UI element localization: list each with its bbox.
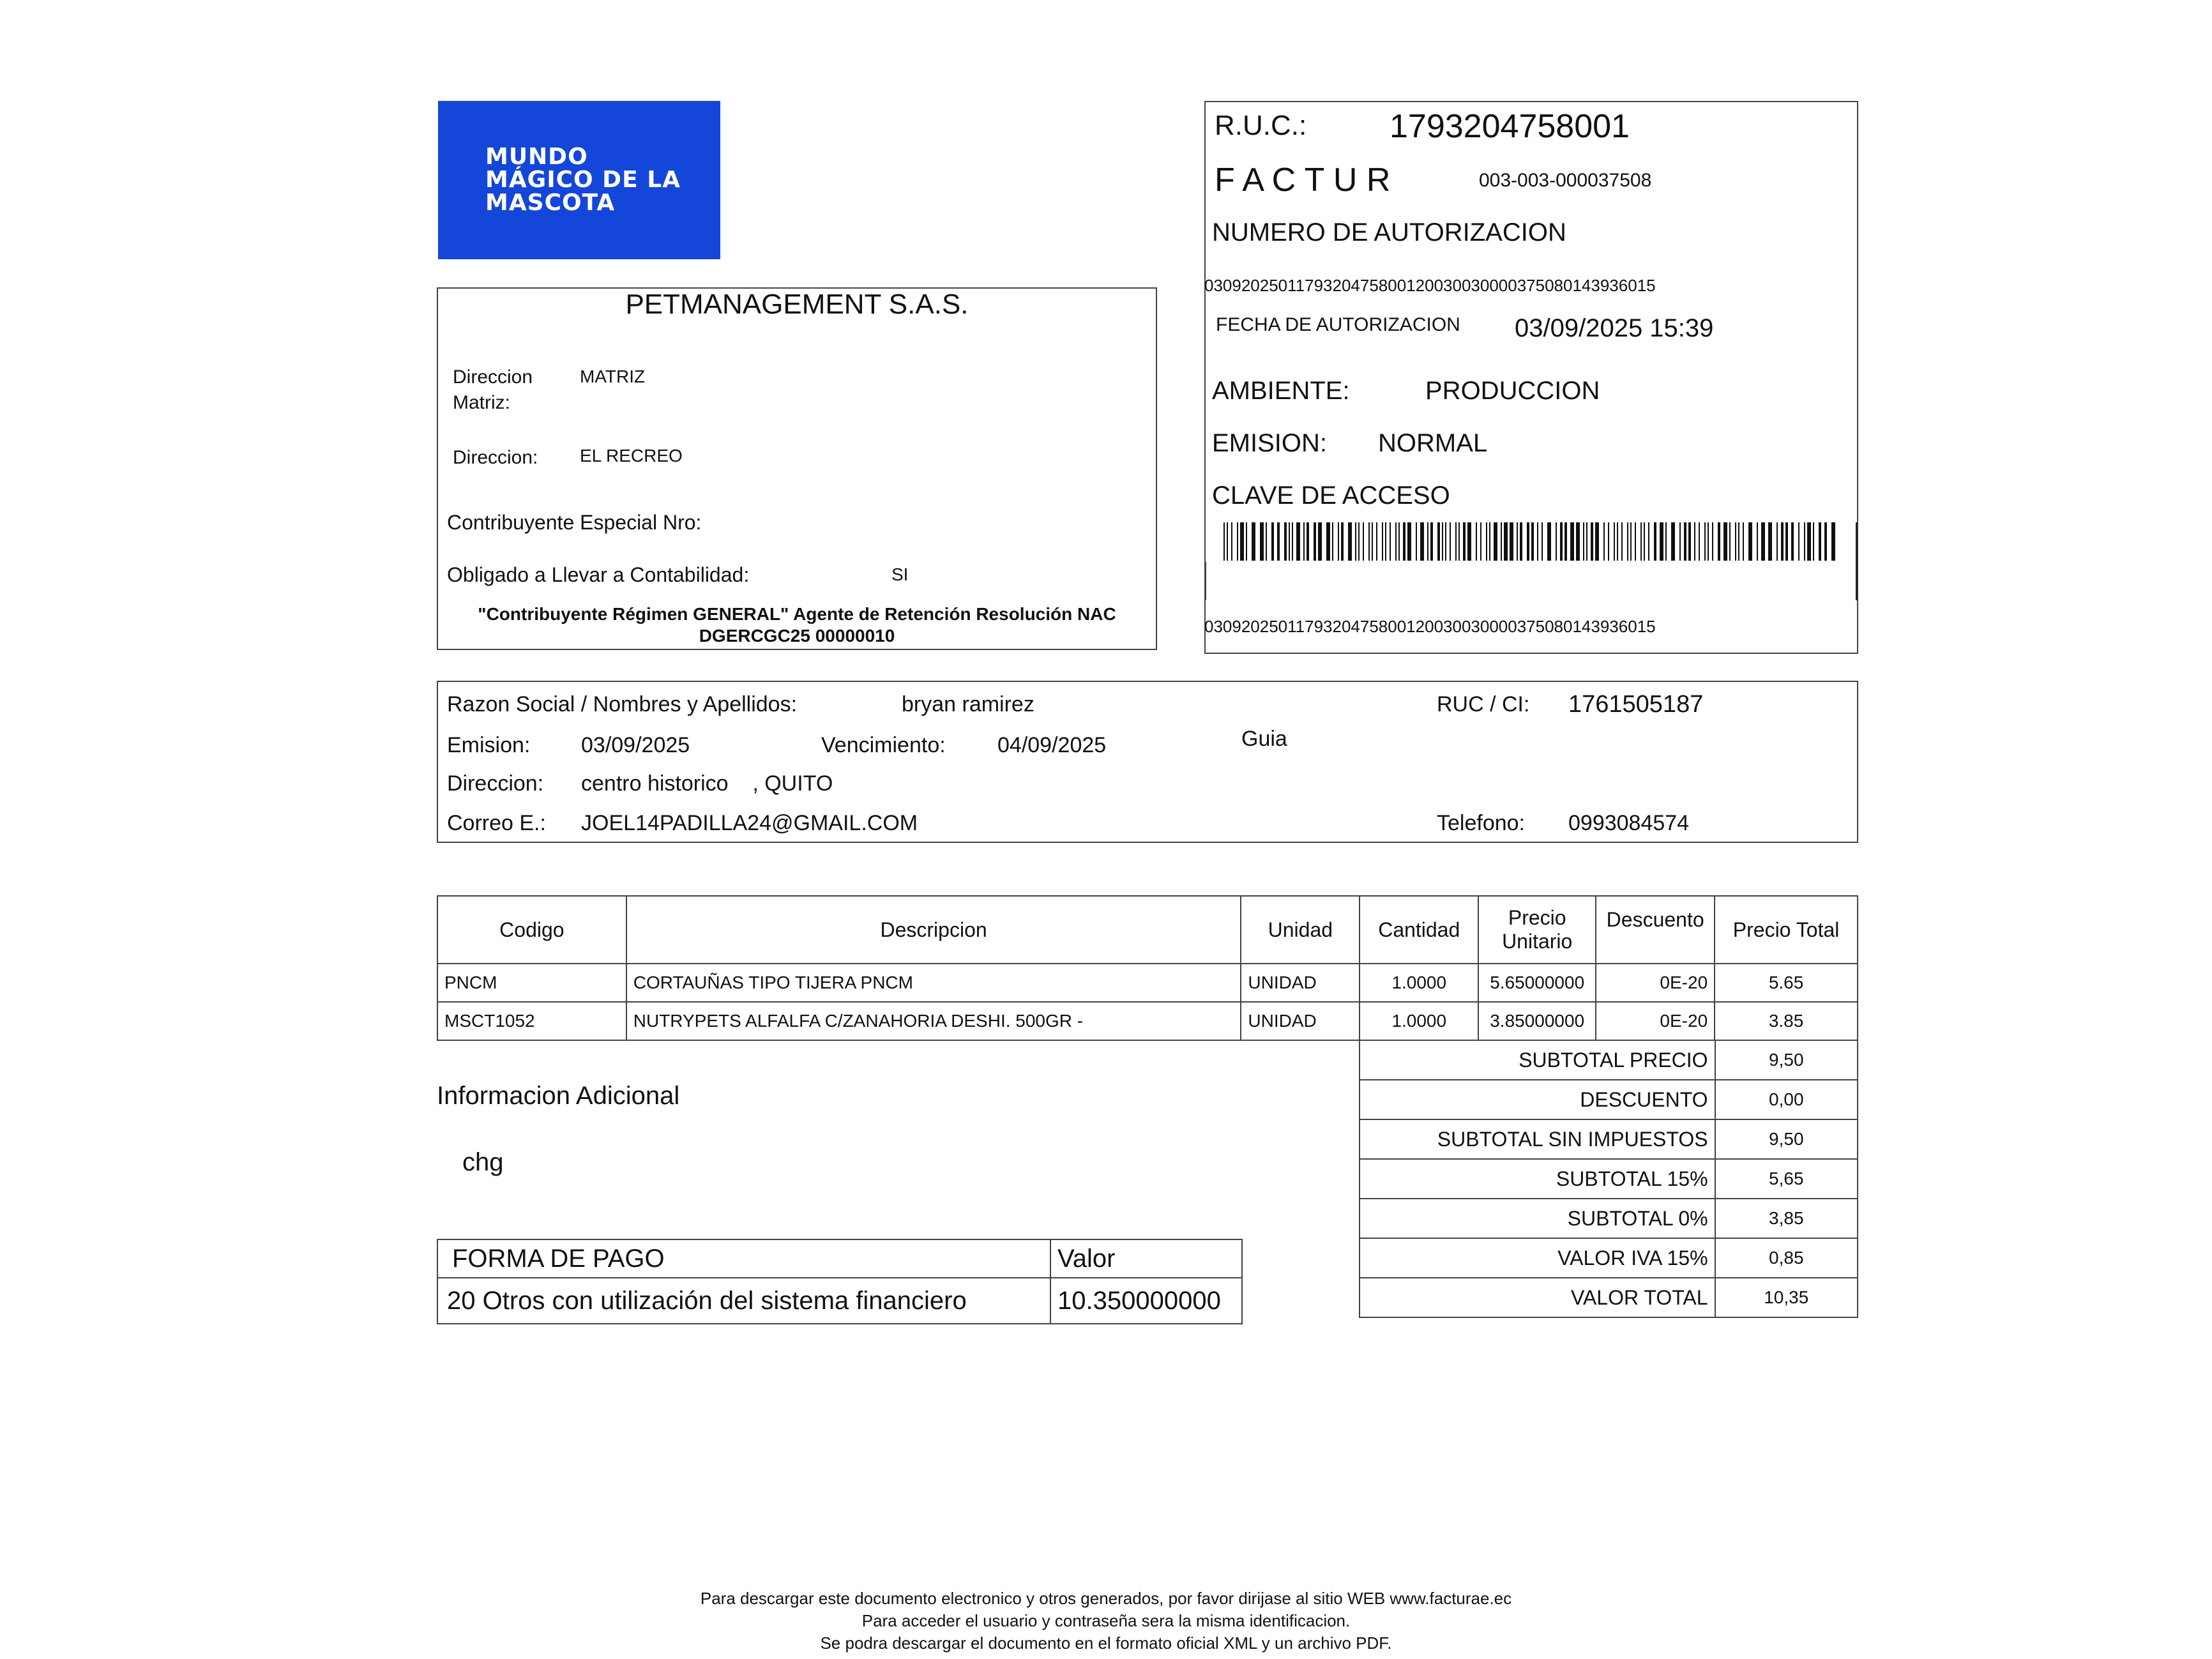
payment-table	[437, 1239, 1243, 1324]
item-description: NUTRYPETS ALFALFA C/ZANAHORIA DESHI. 500GR -	[626, 1002, 1241, 1040]
totals-value: 3,85	[1715, 1199, 1858, 1238]
barcode-bar	[1376, 522, 1377, 561]
barcode-bar	[1289, 522, 1290, 561]
emission-date-value: 03/09/2025	[581, 733, 690, 757]
item-unit-price: 5.65000000	[1478, 964, 1596, 1002]
client-phone-value: 0993084574	[1568, 811, 1690, 835]
barcode-bar	[1227, 522, 1228, 561]
barcode-bar	[1798, 522, 1799, 561]
due-date-label: Vencimiento:	[821, 733, 946, 757]
barcode-bar	[1591, 522, 1593, 561]
barcode-bar	[1761, 522, 1765, 561]
barcode-bar	[1723, 522, 1727, 561]
barcode-bar	[1390, 522, 1391, 561]
barcode-bar	[1246, 522, 1247, 561]
item-discount: 0E-20	[1596, 964, 1715, 1002]
barcode-bar	[1467, 522, 1471, 561]
emission-type-label: EMISION:	[1212, 429, 1328, 457]
barcode-bar	[1363, 522, 1364, 561]
barcode-bar	[1348, 522, 1352, 561]
barcode-bar	[1831, 522, 1835, 561]
barcode-bar	[1531, 522, 1534, 561]
item-quantity: 1.0000	[1360, 1002, 1478, 1040]
barcode-bar	[1704, 522, 1706, 561]
barcode-bar	[1303, 522, 1305, 561]
totals-label: DESCUENTO	[1360, 1080, 1715, 1119]
item-quantity: 1.0000	[1360, 964, 1478, 1002]
barcode-bar	[1630, 522, 1632, 561]
barcode-bar	[1458, 522, 1460, 561]
totals-value: 9,50	[1715, 1040, 1858, 1080]
environment-label: AMBIENTE:	[1212, 377, 1350, 405]
header-quantity: Cantidad	[1360, 896, 1478, 964]
barcode-bar	[1791, 522, 1794, 561]
barcode-bar	[1627, 522, 1628, 561]
issuer-name: PETMANAGEMENT S.A.S.	[625, 289, 969, 320]
barcode-bar	[1403, 522, 1405, 561]
barcode-bar	[1455, 522, 1457, 561]
barcode-bar	[1510, 522, 1513, 561]
totals-label: VALOR IVA 15%	[1360, 1238, 1715, 1278]
barcode-bar	[1608, 522, 1609, 561]
barcode-bar	[1486, 522, 1487, 561]
item-discount: 0E-20	[1596, 1002, 1715, 1040]
authorization-date-value: 03/09/2025 15:39	[1515, 314, 1714, 342]
barcode-bar	[1372, 522, 1373, 561]
barcode-bar	[1504, 522, 1508, 561]
barcode-bar	[1648, 522, 1649, 561]
barcode-bar	[1542, 522, 1543, 561]
authorization-label: NUMERO DE AUTORIZACION	[1212, 218, 1566, 246]
barcode-bar	[1640, 522, 1642, 561]
barcode-bar	[1768, 522, 1772, 561]
barcode-bar	[1537, 522, 1538, 561]
document-number: 003-003-000037508	[1479, 170, 1652, 191]
barcode-bar	[1368, 522, 1370, 561]
branch-address-value: EL RECREO	[580, 446, 683, 466]
additional-info-title: Informacion Adicional	[437, 1082, 680, 1110]
totals-row	[1360, 1119, 1858, 1159]
barcode-bar	[1824, 522, 1827, 561]
footer-line-2: Para acceder el usuario y contraseña sera la misma identificacion.	[861, 1611, 1351, 1630]
barcode-bar	[1358, 522, 1360, 561]
client-ruc-value: 1761505187	[1568, 691, 1704, 718]
regime-line-2: DGERCGC25 00000010	[699, 626, 895, 646]
client-ruc-label: RUC / CI:	[1437, 692, 1530, 716]
barcode-bar	[1583, 522, 1584, 561]
barcode-bar	[1355, 522, 1356, 561]
barcode-bar	[1427, 522, 1428, 561]
matrix-address-label: Direccion	[453, 367, 533, 388]
barcode-bar	[1781, 522, 1784, 561]
payment-header-row	[437, 1239, 1242, 1278]
barcode-bar	[1420, 522, 1424, 561]
barcode-bar	[1718, 522, 1720, 561]
barcode-bar	[1527, 522, 1529, 561]
barcode-bar	[1296, 522, 1300, 561]
footer-line-3: Se podra descargar el documento en el formato oficial XML y un archivo PDF.	[820, 1633, 1392, 1653]
barcode-bar	[1654, 522, 1656, 561]
barcode-bar	[1307, 522, 1309, 561]
barcode-bar	[1614, 522, 1615, 561]
barcode-bar	[1595, 522, 1599, 561]
barcode-bar	[1804, 522, 1805, 561]
matrix-address-label-2: Matriz:	[453, 392, 510, 413]
barcode-bar	[1240, 522, 1244, 561]
ruc-label: R.U.C.:	[1215, 110, 1307, 141]
barcode-bar	[1318, 522, 1322, 561]
emission-date-label: Emision:	[447, 733, 531, 757]
authorization-number: 0309202501179320475800120030030000375080143936015	[1204, 276, 1656, 295]
barcode-bar	[1489, 522, 1490, 561]
totals-label: SUBTOTAL SIN IMPUESTOS	[1360, 1119, 1715, 1159]
totals-row	[1360, 1080, 1858, 1119]
totals-label: SUBTOTAL 15%	[1360, 1159, 1715, 1199]
item-unit: UNIDAD	[1241, 1002, 1360, 1040]
accounting-value: SI	[891, 564, 909, 584]
items-table	[437, 895, 1858, 1041]
barcode-bar	[1694, 522, 1695, 561]
client-email-value: JOEL14PADILLA24@GMAIL.COM	[581, 811, 918, 835]
header-unit-price-line-2: Unitario	[1502, 930, 1573, 953]
item-code: MSCT1052	[437, 1002, 626, 1040]
totals-value: 0,85	[1715, 1238, 1858, 1278]
barcode-bar	[1332, 522, 1333, 561]
environment-value: PRODUCCION	[1425, 377, 1600, 405]
barcode-bar	[1807, 522, 1811, 561]
barcode-bar	[1326, 522, 1330, 561]
item-unit-price: 3.85000000	[1478, 1002, 1596, 1040]
totals-label: SUBTOTAL PRECIO	[1360, 1040, 1715, 1080]
barcode-bar	[1231, 522, 1232, 561]
barcode-bar	[1757, 522, 1758, 561]
item-total: 3.85	[1715, 1002, 1858, 1040]
access-key-label: CLAVE DE ACCESO	[1212, 481, 1450, 510]
footer-note	[0, 1587, 2212, 1655]
logo-text	[485, 146, 681, 215]
client-email-label: Correo E.:	[447, 811, 546, 835]
barcode-bar	[1679, 522, 1681, 561]
branch-address-label: Direccion:	[453, 447, 538, 468]
totals-row	[1360, 1278, 1858, 1317]
barcode-bar	[1671, 522, 1675, 561]
payment-method: 20 Otros con utilización del sistema financiero	[437, 1278, 1050, 1324]
barcode-bar	[1292, 522, 1293, 561]
totals-label: SUBTOTAL 0%	[1360, 1199, 1715, 1238]
special-taxpayer-label: Contribuyente Especial Nro:	[447, 511, 702, 534]
payment-value: 10.350000000	[1050, 1278, 1242, 1324]
barcode-bar	[1776, 522, 1778, 561]
header-description: Descripcion	[626, 896, 1241, 964]
matrix-address-value: MATRIZ	[580, 367, 646, 386]
barcode-bar	[1665, 522, 1667, 561]
barcode-bar	[1748, 522, 1752, 561]
barcode-bar	[1819, 522, 1821, 561]
barcode-bar	[1494, 522, 1497, 561]
barcode-bar	[1517, 522, 1518, 561]
item-description: CORTAUÑAS TIPO TIJERA PNCM	[626, 964, 1241, 1002]
barcode-bar	[1284, 522, 1287, 561]
barcode-left-edge	[1205, 562, 1206, 600]
barcode-bar	[1644, 522, 1645, 561]
barcode-bar	[1743, 522, 1744, 561]
barcode-bar	[1476, 522, 1477, 561]
client-address-value: centro historico , QUITO	[581, 771, 833, 796]
barcode-bar	[1688, 522, 1691, 561]
payment-row	[437, 1278, 1242, 1324]
barcode-bar	[1560, 522, 1563, 561]
barcode-bar	[1617, 522, 1618, 561]
barcode-bar	[1684, 522, 1686, 561]
barcode-bar	[1556, 522, 1557, 561]
barcode-bar	[1398, 522, 1400, 561]
barcode-bar	[1314, 522, 1316, 561]
barcode-bar	[1501, 522, 1502, 561]
items-header-row	[437, 896, 1858, 964]
client-address-label: Direccion:	[447, 771, 544, 796]
barcode-bar	[1785, 522, 1788, 561]
totals-value: 10,35	[1715, 1278, 1858, 1317]
accounting-label: Obligado a Llevar a Contabilidad:	[447, 563, 750, 586]
barcode-bar	[1266, 522, 1267, 561]
header-unit-price-line-1: Precio	[1508, 906, 1566, 929]
header-discount: Descuento	[1596, 896, 1715, 964]
barcode-bar	[1463, 522, 1466, 561]
header-code: Codigo	[437, 896, 626, 964]
header-total-price: Precio Total	[1715, 896, 1858, 964]
totals-label: VALOR TOTAL	[1360, 1278, 1715, 1317]
regime-line-1: "Contribuyente Régimen GENERAL" Agente de Retención Resolución NAC	[478, 604, 1116, 624]
barcode-bar	[1564, 522, 1567, 561]
barcode-bar	[1520, 522, 1522, 561]
barcode-bar	[1437, 522, 1440, 561]
barcode-bar	[1416, 522, 1417, 561]
table-row	[437, 964, 1858, 1002]
totals-row	[1360, 1199, 1858, 1238]
barcode-bar	[1382, 522, 1383, 561]
item-code: PNCM	[437, 964, 626, 1002]
item-total: 5.65	[1715, 964, 1858, 1002]
totals-row	[1360, 1238, 1858, 1278]
document-type: F A C T U R	[1215, 162, 1391, 199]
barcode-bar	[1603, 522, 1605, 561]
barcode-bar	[1586, 522, 1587, 561]
barcode-bar	[1277, 522, 1280, 561]
barcode-bar	[1450, 522, 1451, 561]
totals-value: 9,50	[1715, 1119, 1858, 1159]
barcode-bar	[1237, 522, 1238, 561]
barcode-bar	[1442, 522, 1443, 561]
barcode-bar	[1735, 522, 1736, 561]
barcode-bar	[1430, 522, 1433, 561]
authorization-date-label: FECHA DE AUTORIZACION	[1216, 314, 1460, 335]
barcode-bar	[1570, 522, 1574, 561]
barcode-bar	[1407, 522, 1411, 561]
payment-value-header: Valor	[1050, 1239, 1242, 1278]
due-date-value: 04/09/2025	[997, 733, 1107, 757]
barcode-bar	[1445, 522, 1446, 561]
item-unit: UNIDAD	[1241, 964, 1360, 1002]
barcode-bar	[1708, 522, 1709, 561]
barcode-bar	[1699, 522, 1700, 561]
barcode-bar	[1547, 522, 1551, 561]
barcode-bar	[1271, 522, 1274, 561]
client-name-value: bryan ramirez	[902, 692, 1034, 716]
totals-value: 0,00	[1715, 1080, 1858, 1119]
header-unit: Unidad	[1241, 896, 1360, 964]
barcode-bar	[1260, 522, 1264, 561]
barcode-bar	[1813, 522, 1814, 561]
barcode-right-edge	[1856, 522, 1858, 600]
barcode-bar	[1712, 522, 1713, 561]
barcode-bar	[1660, 522, 1663, 561]
barcode-bar	[1576, 522, 1580, 561]
barcode-bar	[1635, 522, 1636, 561]
totals-value: 5,65	[1715, 1159, 1858, 1199]
client-phone-label: Telefono:	[1437, 811, 1525, 835]
payment-method-header: FORMA DE PAGO	[437, 1239, 1050, 1278]
access-key-barcode	[1223, 522, 1837, 561]
barcode-bar	[1252, 522, 1255, 561]
barcode-bar	[1395, 522, 1397, 561]
barcode-bar	[1729, 522, 1731, 561]
header-unit-price	[1478, 896, 1596, 964]
barcode-bar	[1341, 522, 1344, 561]
logo-line-3: MASCOTA	[485, 190, 616, 216]
logo-line-1: MUNDO	[485, 144, 588, 170]
access-key-number: 0309202501179320475800120030030000375080143936015	[1204, 617, 1656, 636]
logo-line-2: MÁGICO DE LA	[485, 167, 681, 193]
company-logo	[438, 101, 720, 259]
barcode-bar	[1223, 522, 1225, 561]
totals-table	[1359, 1040, 1858, 1318]
totals-row	[1360, 1159, 1858, 1199]
emission-type-value: NORMAL	[1378, 429, 1488, 457]
barcode-bar	[1480, 522, 1481, 561]
barcode-bar	[1621, 522, 1623, 561]
additional-info-note: chg	[462, 1148, 504, 1176]
issuer-box	[437, 287, 1157, 650]
barcode-bar	[1385, 522, 1386, 561]
footer-line-1: Para descargar este documento electronico y otros generados, por favor dirijase al sitio WEB www.facturae.ec	[700, 1589, 1512, 1608]
guide-label: Guia	[1241, 727, 1287, 751]
barcode-bar	[1738, 522, 1739, 561]
client-name-label: Razon Social / Nombres y Apellidos:	[447, 692, 798, 716]
barcode-bar	[1338, 522, 1339, 561]
table-row	[437, 1002, 1858, 1040]
totals-row	[1360, 1040, 1858, 1080]
ruc-value: 1793204758001	[1390, 108, 1630, 145]
